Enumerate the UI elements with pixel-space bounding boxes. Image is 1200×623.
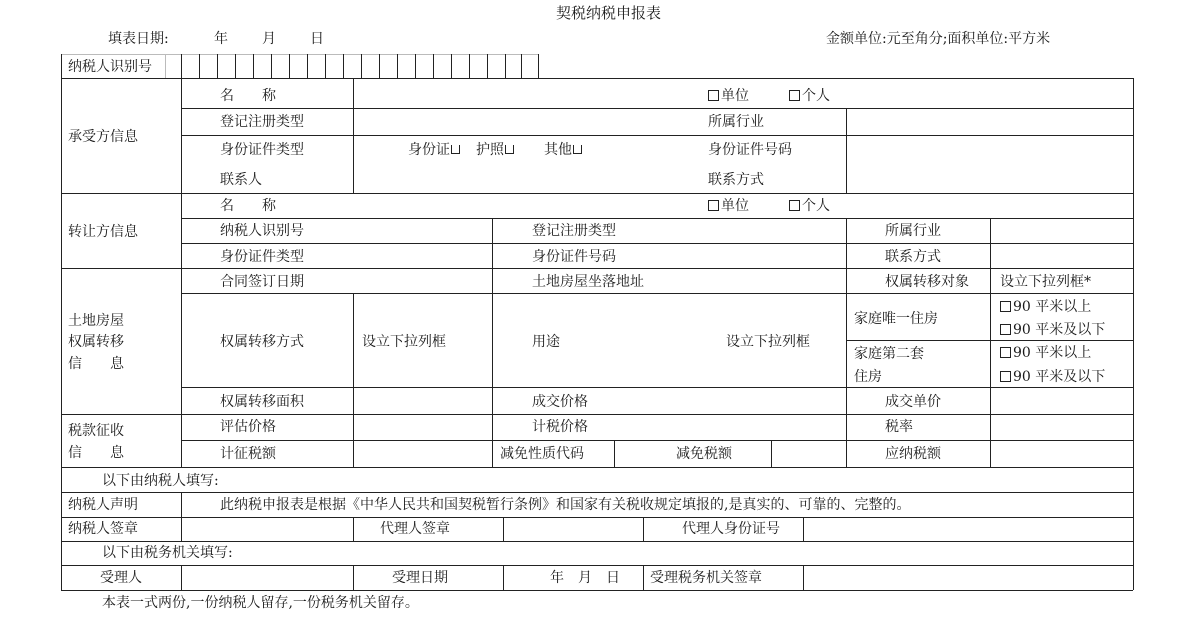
checkbox-icon [708,200,719,211]
tax-section-label-line2: 信 息 [68,445,124,461]
second-home-label-line1: 家庭第二套 [854,346,924,362]
passport-checkbox[interactable]: 护照 [476,143,516,157]
taxpayer-statement-text: 此纳税申报表是根据《中华人民共和国契税暂行条例》和国家有关税收规定填报的,是真实的、可靠的、完整的。 [220,497,911,513]
contract-date-label: 合同签订日期 [220,274,304,290]
transferor-reg-type-label: 登记注册类型 [532,223,616,239]
checkbox-icon [789,90,800,101]
transferee-unit-checkbox[interactable]: 单位 [708,89,749,103]
only-home-label: 家庭唯一住房 [854,311,938,327]
taxpayer-statement-label: 纳税人声明 [68,497,138,513]
unit-price-label: 成交单价 [885,394,941,410]
only-home-over-90-checkbox[interactable]: 90 平米以上 [1000,300,1091,314]
transferor-section-label: 转让方信息 [68,224,138,240]
taxpayer-id-label: 纳税人识别号 [68,59,152,75]
transferee-person-checkbox[interactable]: 个人 [789,89,830,103]
transferee-id-number-label: 身份证件号码 [708,142,792,158]
checkbox-icon [708,90,719,101]
transferor-name-label: 名 称 [220,198,276,214]
transfer-method-label: 权属转移方式 [220,334,304,350]
transferor-industry-label: 所属行业 [885,223,941,239]
office-seal-label: 受理税务机关签章 [650,570,762,586]
second-home-over-90-checkbox[interactable]: 90 平米以上 [1000,346,1091,360]
use-dropdown[interactable]: 设立下拉列框 [726,334,810,350]
transferor-id-number-label: 身份证件号码 [532,249,616,265]
receive-date-label: 受理日期 [392,570,448,586]
form-title: 契税纳税申报表 [556,4,662,22]
only-home-under-90-checkbox[interactable]: 90 平米及以下 [1000,323,1105,337]
year-label: 年 [214,31,228,47]
transferor-contact-method-label: 联系方式 [885,249,941,265]
relief-code-label: 减免性质代码 [500,446,584,462]
taxable-price-label: 计税价格 [532,419,588,435]
fill-by-authority-label: 以下由税务机关填写: [102,545,233,561]
second-home-under-90-checkbox[interactable]: 90 平米及以下 [1000,370,1105,384]
agent-id-label: 代理人身份证号 [682,521,780,537]
transferee-reg-type-label: 登记注册类型 [220,114,304,130]
footer-note: 本表一式两份,一份纳税人留存,一份税务机关留存。 [102,595,419,611]
checkbox-icon [1000,324,1011,335]
transferee-industry-label: 所属行业 [708,114,764,130]
property-section-label-line2: 权属转移 [68,334,124,350]
assessed-price-label: 评估价格 [220,419,276,435]
checkbox-icon [451,145,460,154]
receive-date-value: 年 月 日 [550,570,620,586]
transaction-price-label: 成交价格 [532,394,588,410]
transfer-object-dropdown[interactable]: 设立下拉列框* [1000,274,1091,290]
transferee-section-label: 承受方信息 [68,129,138,145]
receiver-label: 受理人 [100,570,142,586]
computed-tax-label: 计征税额 [220,446,276,462]
tax-rate-label: 税率 [885,419,913,435]
transferor-id-type-label: 身份证件类型 [220,249,304,265]
unit-note: 金额单位:元至角分;面积单位:平方米 [826,31,1051,47]
checkbox-icon [1000,301,1011,312]
transfer-method-dropdown[interactable]: 设立下拉列框 [362,334,446,350]
checkbox-icon [505,145,514,154]
property-address-label: 土地房屋坐落地址 [532,274,644,290]
transferee-id-type-label: 身份证件类型 [220,142,304,158]
checkbox-icon [1000,371,1011,382]
taxpayer-signature-label: 纳税人签章 [68,521,138,537]
relief-amount-label: 减免税额 [676,446,732,462]
transferee-name-label: 名 称 [220,88,276,104]
day-label: 日 [310,31,324,47]
use-label: 用途 [532,334,560,350]
transferee-contact-method-label: 联系方式 [708,172,764,188]
agent-signature-label: 代理人签章 [380,521,450,537]
transferor-unit-checkbox[interactable]: 单位 [708,199,749,213]
other-id-checkbox[interactable]: 其他 [544,143,584,157]
fill-date-label: 填表日期: [108,31,169,47]
transfer-object-label: 权属转移对象 [885,274,969,290]
property-section-label-line3: 信 息 [68,356,124,372]
transfer-area-label: 权属转移面积 [220,394,304,410]
transferor-taxpayer-id-label: 纳税人识别号 [220,223,304,239]
checkbox-icon [789,200,800,211]
transferor-person-checkbox[interactable]: 个人 [789,199,830,213]
property-section-label-line1: 土地房屋 [68,313,124,329]
fill-by-taxpayer-label: 以下由纳税人填写: [102,473,219,489]
checkbox-icon [1000,347,1011,358]
transferee-contact-label: 联系人 [220,172,262,188]
tax-payable-label: 应纳税额 [885,446,941,462]
checkbox-icon [573,145,582,154]
tax-section-label-line1: 税款征收 [68,423,124,439]
second-home-label-line2: 住房 [854,369,882,385]
month-label: 月 [262,31,276,47]
id-card-checkbox[interactable]: 身份证 [408,143,462,157]
